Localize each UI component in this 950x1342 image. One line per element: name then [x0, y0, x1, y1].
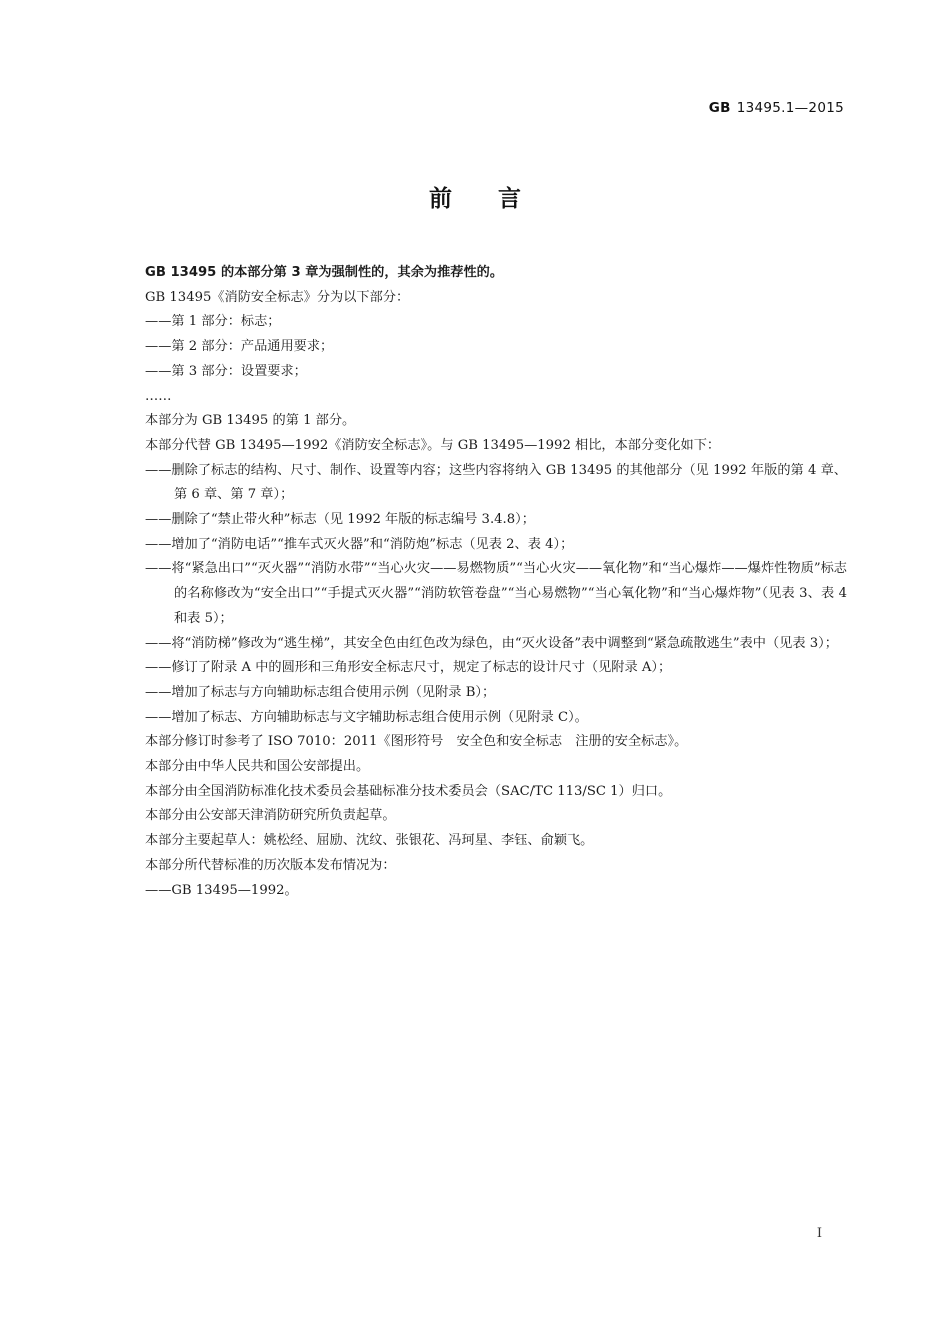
- mandatory-statement: GB 13495 的本部分第 3 章为强制性的，其余为推荐性的。: [145, 265, 504, 280]
- page-number: I: [816, 1226, 822, 1241]
- history-intro: 本部分所代替标准的历次版本发布情况为：: [145, 857, 396, 873]
- change-item-7: ——增加了标志与方向辅助标志组合使用示例（见附录 B）；: [145, 684, 496, 700]
- parts-intro: GB 13495《消防安全标志》分为以下部分：: [145, 289, 410, 305]
- replaces-statement: 本部分代替 GB 13495—1992《消防安全标志》。与 GB 13495—1992 相比，本部分变化如下：: [145, 437, 721, 453]
- this-part-statement: 本部分为 GB 13495 的第 1 部分。: [145, 413, 356, 429]
- drafting-org-statement: 本部分由公安部天津消防研究所负责起草。: [145, 808, 396, 824]
- change-item-1: ——删除了标志的结构、尺寸、制作、设置等内容；这些内容将纳入 GB 13495 的其他部分（见 1992 年版的第 4 章、第 6 章、第 7 章）；: [145, 462, 847, 503]
- standard-code: 13495.1—2015: [736, 100, 844, 116]
- change-item-4: ——将“紧急出口”“灭火器”“消防水带”“当心火灾——易燃物质”“当心火灾——氧化物”和“当心爆炸——爆炸性物质”标志的名称修改为“安全出口”“手提式灭火器”“消防软管卷盘”“当心易燃物”“当心氧化物”和“当心爆炸物”（见表 3、表 4 和表 5）；: [145, 561, 847, 626]
- foreword-body: [145, 261, 847, 903]
- standard-number: [709, 100, 844, 116]
- drafters-statement: 本部分主要起草人：姚松经、屈励、沈纹、张银花、冯珂星、李钰、俞颖飞。: [145, 833, 594, 849]
- part-list-item-3: ——第 3 部分：设置要求；: [145, 363, 307, 379]
- page-title: 前言: [429, 186, 567, 212]
- change-item-2: ——删除了“禁止带火种”标志（见 1992 年版的标志编号 3.4.8）；: [145, 512, 535, 528]
- history-item: ——GB 13495—1992。: [145, 882, 298, 898]
- part-list-item-1: ——第 1 部分：标志；: [145, 314, 281, 330]
- change-item-3: ——增加了“消防电话”“推车式灭火器”和“消防炮”标志（见表 2、表 4）；: [145, 536, 574, 552]
- gb-prefix: GB: [708, 100, 731, 116]
- part-list-ellipsis: ……: [145, 388, 172, 404]
- centralized-by-statement: 本部分由全国消防标准化技术委员会基础标准分技术委员会（SAC/TC 113/SC 1）归口。: [145, 783, 672, 799]
- part-list-item-2: ——第 2 部分：产品通用要求；: [145, 339, 334, 355]
- change-item-6: ——修订了附录 A 中的圆形和三角形安全标志尺寸，规定了标志的设计尺寸（见附录 A）；: [145, 660, 672, 676]
- reference-statement: 本部分修订时参考了 ISO 7010：2011《图形符号 安全色和安全标志 注册的安全标志》。: [145, 734, 688, 750]
- proposed-by-statement: 本部分由中华人民共和国公安部提出。: [145, 759, 370, 775]
- change-item-5: ——将“消防梯”修改为“逃生梯”，其安全色由红色改为绿色，由“灭火设备”表中调整到“紧急疏散逃生”表中（见表 3）；: [145, 635, 838, 651]
- change-item-8: ——增加了标志、方向辅助标志与文字辅助标志组合使用示例（见附录 C）。: [145, 709, 588, 725]
